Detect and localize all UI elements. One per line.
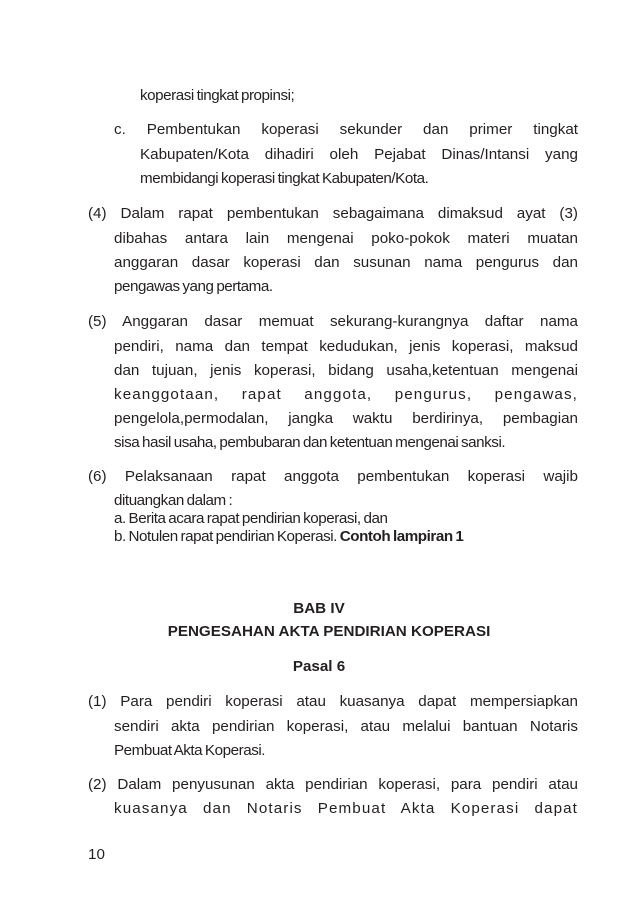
- text-line: (1) Para pendiri koperasi atau kuasanya dapat mempersiapkan: [88, 693, 578, 710]
- reference-label: Contoh lampiran 1: [339, 528, 464, 545]
- text-line: dituangkan dalam :: [114, 492, 233, 509]
- text-line: kuasanya dan Notaris Pembuat Akta Koperasi dapat: [114, 800, 578, 817]
- text-line: pendiri, nama dan tempat kedudukan, jenis koperasi, maksud: [114, 338, 578, 355]
- text-line: Pembuat Akta Koperasi.: [114, 742, 266, 759]
- text-line: a. Berita acara rapat pendirian koperasi, dan: [114, 510, 388, 527]
- article-heading: Pasal 6: [292, 658, 346, 675]
- text-line: (6) Pelaksanaan rapat anggota pembentukan koperasi wajib: [88, 468, 578, 485]
- text-line: dibahas antara lain mengenai poko-pokok materi muatan: [114, 230, 578, 247]
- text-line: sendiri akta pendirian koperasi, atau melalui bantuan Notaris: [114, 718, 578, 735]
- chapter-title: BAB IV: [293, 600, 345, 617]
- text-segment: b. Notulen rapat pendirian Koperasi.: [114, 528, 337, 545]
- page-number: 10: [88, 846, 105, 863]
- text-line: c. Pembentukan koperasi sekunder dan primer tingkat: [114, 121, 578, 138]
- text-line: dan tujuan, jenis koperasi, bidang usaha,ketentuan mengenai: [114, 362, 578, 379]
- text-line: pengawas yang pertama.: [114, 278, 273, 295]
- text-line: (5) Anggaran dasar memuat sekurang-kurangnya daftar nama: [88, 313, 578, 330]
- text-line: membidangi koperasi tingkat Kabupaten/Kota.: [140, 170, 429, 187]
- text-line: koperasi tingkat propinsi;: [140, 87, 295, 104]
- text-line: [114, 528, 463, 546]
- text-line: keanggotaan, rapat anggota, pengurus, pengawas,: [114, 386, 578, 403]
- text-line: anggaran dasar koperasi dan susunan nama pengurus dan: [114, 254, 578, 271]
- text-line: Kabupaten/Kota dihadiri oleh Pejabat Dinas/Intansi yang: [140, 146, 578, 163]
- text-line: sisa hasil usaha, pembubaran dan ketentuan mengenai sanksi.: [114, 434, 506, 451]
- text-line: (4) Dalam rapat pembentukan sebagaimana dimaksud ayat (3): [88, 205, 578, 222]
- chapter-subtitle: PENGESAHAN AKTA PENDIRIAN KOPERASI: [167, 623, 491, 640]
- text-line: pengelola,permodalan, jangka waktu berdirinya, pembagian: [114, 410, 578, 427]
- text-line: (2) Dalam penyusunan akta pendirian koperasi, para pendiri atau: [88, 776, 578, 793]
